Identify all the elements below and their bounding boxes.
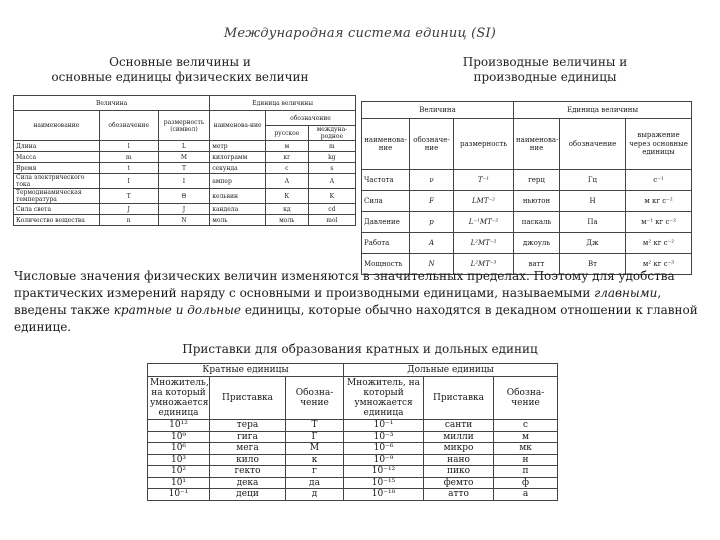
table-cell-f-mult: 10⁻⁹ [344, 454, 424, 466]
table-cell-name: Сила электрического тока [14, 174, 100, 189]
table-cell-dimension: L²MT⁻² [454, 233, 514, 254]
table-row [148, 477, 558, 489]
table-cell-unit: ньютон [514, 191, 560, 212]
table-cell-m-prefix: гекто [210, 466, 286, 478]
table-cell-f-prefix: пико [424, 466, 494, 478]
table-cell-symbol: n [99, 215, 158, 226]
table-row [148, 454, 558, 466]
table-cell-expression: с⁻¹ [626, 170, 692, 191]
table-cell-m-mult: 10⁶ [148, 443, 210, 455]
table-cell-name: Термодинамическая температура [14, 189, 100, 204]
base-units-heading-line2: основные единицы физических величин [51, 70, 309, 84]
table-cell-dimension: L [158, 141, 209, 152]
prefix-header-designation-fractional: Обозна-чение [494, 377, 558, 420]
table-cell-unit: метр [210, 141, 266, 152]
derived-header-name: наименова-ние [362, 119, 410, 170]
table-cell-ru: кд [265, 204, 308, 215]
table-cell-name: Количество вещества [14, 215, 100, 226]
table-cell-m-prefix: гига [210, 431, 286, 443]
prefix-group-multiple: Кратные единицы [148, 364, 344, 377]
table-cell-symbol: I [99, 174, 158, 189]
table-cell-dimension: T [158, 163, 209, 174]
table-cell-ru: с [265, 163, 308, 174]
base-group-quantity: Величина [14, 96, 210, 111]
table-cell-f-prefix: милли [424, 431, 494, 443]
table-cell-f-prefix: атто [424, 489, 494, 501]
table-cell-m-sym: г [286, 466, 344, 478]
table-cell-name: Длина [14, 141, 100, 152]
table-cell-m-mult: 10³ [148, 454, 210, 466]
derived-group-quantity: Величина [362, 102, 514, 119]
derived-units-body [362, 170, 692, 275]
table-cell-name: Мощность [362, 254, 410, 275]
base-header-international: междуна-родное [308, 126, 355, 141]
table-cell-unit: герц [514, 170, 560, 191]
prefix-header-designation: Обозна-чение [286, 377, 344, 420]
table-cell-dimension: T⁻¹ [454, 170, 514, 191]
table-cell-unit: моль [210, 215, 266, 226]
table-cell-symbol: m [99, 152, 158, 163]
table-cell-dimension: L²MT⁻³ [454, 254, 514, 275]
base-header-designation: обозначение [265, 111, 355, 126]
table-row [14, 204, 356, 215]
intro-paragraph [14, 268, 704, 336]
table-cell-dimension: J [158, 204, 209, 215]
table-cell-symbol: N [410, 254, 454, 275]
table-cell-expression: м⁻¹ кг с⁻² [626, 212, 692, 233]
table-cell-m-sym: Г [286, 431, 344, 443]
table-cell-symbol: l [99, 141, 158, 152]
table-row [362, 233, 692, 254]
table-cell-intl: s [308, 163, 355, 174]
prefix-header-prefix-fractional: Приставка [424, 377, 494, 420]
prefix-header-prefix: Приставка [210, 377, 286, 420]
table-cell-designation: Н [560, 191, 626, 212]
prefix-table [147, 363, 558, 501]
table-cell-f-mult: 10⁻⁶ [344, 443, 424, 455]
table-row [148, 443, 558, 455]
table-cell-f-sym: м [494, 431, 558, 443]
table-cell-f-prefix: фемто [424, 477, 494, 489]
table-cell-name: Давление [362, 212, 410, 233]
prefix-header-multiplier-fractional: Множитель, на который умножается единица [344, 377, 424, 420]
table-cell-expression: м² кг с⁻² [626, 233, 692, 254]
table-cell-m-mult: 10² [148, 466, 210, 478]
derived-header-symbol: обозначе-ние [410, 119, 454, 170]
table-cell-f-mult: 10⁻¹ [344, 420, 424, 432]
page-title: Международная система единиц (SI) [223, 26, 497, 41]
table-cell-f-prefix: нано [424, 454, 494, 466]
table-cell-intl: A [308, 174, 355, 189]
table-cell-symbol: ν [410, 170, 454, 191]
table-cell-m-sym: д [286, 489, 344, 501]
derived-group-unit: Единица величины [514, 102, 692, 119]
base-header-symbol: обозначение [99, 111, 158, 141]
table-cell-ru: К [265, 189, 308, 204]
table-cell-unit: джоуль [514, 233, 560, 254]
table-cell-f-mult: 10⁻¹² [344, 466, 424, 478]
table-cell-ru: моль [265, 215, 308, 226]
base-header-unit-name: наименова-ние [210, 111, 266, 141]
paragraph-part2: , введены также [14, 286, 662, 317]
table-cell-dimension: L⁻¹MT⁻² [454, 212, 514, 233]
table-cell-f-sym: ф [494, 477, 558, 489]
table-row [14, 174, 356, 189]
table-cell-dimension: I [158, 174, 209, 189]
table-cell-m-prefix: кило [210, 454, 286, 466]
table-cell-unit: паскаль [514, 212, 560, 233]
table-cell-intl: kg [308, 152, 355, 163]
table-cell-unit: кандела [210, 204, 266, 215]
table-cell-unit: секунда [210, 163, 266, 174]
base-header-dimension: размерность (символ) [158, 111, 209, 141]
table-cell-intl: mol [308, 215, 355, 226]
paragraph-emphasis-main: главными [594, 286, 658, 300]
table-cell-expression: м кг с⁻² [626, 191, 692, 212]
table-cell-symbol: T [99, 189, 158, 204]
table-cell-f-prefix: микро [424, 443, 494, 455]
prefix-header-multiplier: Множитель, на который умножается единица [148, 377, 210, 420]
table-row [14, 189, 356, 204]
derived-units-heading [410, 55, 680, 85]
table-cell-designation: Вт [560, 254, 626, 275]
table-cell-m-prefix: дека [210, 477, 286, 489]
table-cell-unit: ватт [514, 254, 560, 275]
table-cell-f-sym: а [494, 489, 558, 501]
table-cell-f-sym: мк [494, 443, 558, 455]
table-cell-name: Работа [362, 233, 410, 254]
table-cell-symbol: J [99, 204, 158, 215]
derived-units-heading-line2: производные единицы [473, 70, 617, 84]
table-cell-m-mult: 10⁻¹ [148, 489, 210, 501]
table-row [14, 152, 356, 163]
table-row [148, 466, 558, 478]
table-row [148, 489, 558, 501]
table-cell-dimension: Θ [158, 189, 209, 204]
table-cell-designation: Дж [560, 233, 626, 254]
table-cell-m-prefix: тера [210, 420, 286, 432]
prefix-body [148, 420, 558, 501]
table-cell-name: Сила [362, 191, 410, 212]
table-cell-symbol: p [410, 212, 454, 233]
table-cell-m-sym: М [286, 443, 344, 455]
derived-units-table [361, 101, 692, 275]
base-units-body [14, 141, 356, 226]
table-cell-symbol: t [99, 163, 158, 174]
table-cell-m-mult: 10¹² [148, 420, 210, 432]
table-cell-dimension: M [158, 152, 209, 163]
table-cell-f-sym: н [494, 454, 558, 466]
table-cell-m-sym: да [286, 477, 344, 489]
table-cell-m-mult: 10¹ [148, 477, 210, 489]
base-group-unit: Единица величины [210, 96, 356, 111]
table-cell-name: Время [14, 163, 100, 174]
table-cell-f-prefix: санти [424, 420, 494, 432]
table-cell-symbol: F [410, 191, 454, 212]
derived-header-dimension: размерность [454, 119, 514, 170]
table-cell-name: Частота [362, 170, 410, 191]
derived-header-unit-name: наименова-ние [514, 119, 560, 170]
derived-header-expression: выражение через основные единицы [626, 119, 692, 170]
base-header-russian: русское [265, 126, 308, 141]
table-cell-name: Сила света [14, 204, 100, 215]
table-row [362, 170, 692, 191]
table-cell-m-mult: 10⁹ [148, 431, 210, 443]
table-cell-dimension: LMT⁻² [454, 191, 514, 212]
table-cell-m-prefix: мега [210, 443, 286, 455]
table-cell-f-mult: 10⁻³ [344, 431, 424, 443]
table-cell-f-sym: с [494, 420, 558, 432]
table-cell-unit: ампер [210, 174, 266, 189]
base-units-heading [30, 55, 330, 85]
base-units-table [13, 95, 356, 226]
table-row [14, 215, 356, 226]
table-cell-dimension: N [158, 215, 209, 226]
table-cell-name: Масса [14, 152, 100, 163]
table-cell-symbol: A [410, 233, 454, 254]
paragraph-part3: единицы, которые обычно находятся в декадном отношении к главной единице. [14, 303, 698, 334]
table-cell-f-mult: 10⁻¹⁵ [344, 477, 424, 489]
base-units-heading-line1: Основные величины и [109, 55, 251, 69]
table-cell-ru: м [265, 141, 308, 152]
table-cell-expression: м² кг с⁻³ [626, 254, 692, 275]
table-row [362, 191, 692, 212]
table-cell-m-sym: Т [286, 420, 344, 432]
table-cell-ru: А [265, 174, 308, 189]
table-row [148, 420, 558, 432]
table-row [14, 141, 356, 152]
table-row [362, 212, 692, 233]
table-cell-designation: Гц [560, 170, 626, 191]
table-cell-f-sym: п [494, 466, 558, 478]
table-cell-designation: Па [560, 212, 626, 233]
table-cell-m-sym: к [286, 454, 344, 466]
prefix-table-caption: Приставки для образования кратных и дольных единиц [182, 342, 538, 356]
prefix-group-fractional: Дольные единицы [344, 364, 558, 377]
paragraph-part1: Числовые значения физических величин изменяются в значительных пределах. Поэтому для удобства практических измерений наряду с основными и производными единицами, называемыми [14, 269, 675, 300]
base-header-name: наименование [14, 111, 100, 141]
table-cell-m-prefix: деци [210, 489, 286, 501]
table-row [14, 163, 356, 174]
paragraph-emphasis-multiple: кратные и дольные [113, 303, 242, 317]
table-cell-unit: кельвин [210, 189, 266, 204]
table-cell-intl: cd [308, 204, 355, 215]
table-cell-intl: m [308, 141, 355, 152]
table-row [148, 431, 558, 443]
table-cell-unit: килограмм [210, 152, 266, 163]
table-cell-ru: кг [265, 152, 308, 163]
derived-header-designation: обозначение [560, 119, 626, 170]
derived-units-heading-line1: Производные величины и [462, 55, 628, 69]
table-cell-f-mult: 10⁻¹⁸ [344, 489, 424, 501]
table-cell-intl: K [308, 189, 355, 204]
